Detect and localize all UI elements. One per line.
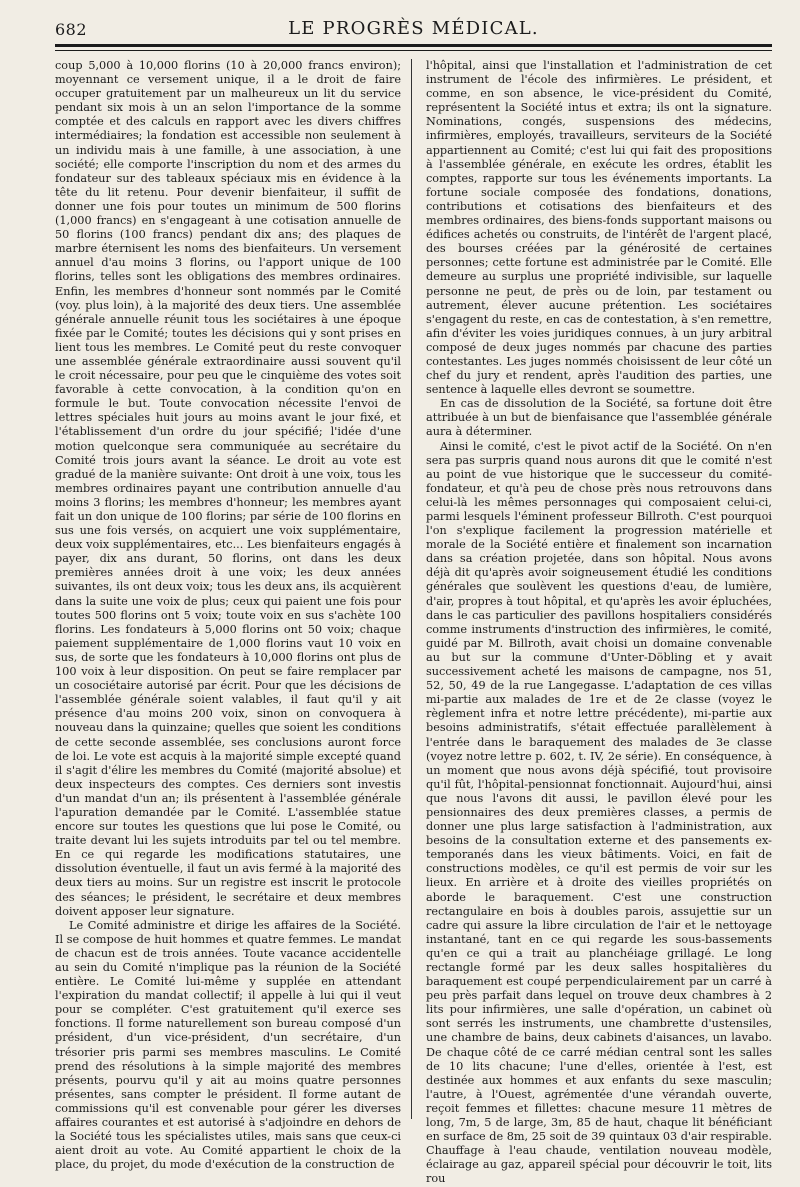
page-number: 682 bbox=[55, 20, 88, 39]
header-rule-thin bbox=[55, 50, 772, 51]
right-paragraph-3: Ainsi le comité, c'est le pivot actif de la Société. On n'en sera pas surpris quand nous aurons dit que le comité n'est au point de vue historique que le successeur du comité-fondateur, et qu'à peu de chose près nous retrouvons dans celui-là les mêmes personnages qui composaient celui-ci, parmi lesquels l'éminent professeur Billroth. C'est pourquoi l'on s'explique facilement la progression matérielle et morale de la Société entière et finalement son incarnation dans sa création projetée, dans son hôpital. Nous avons déjà dit qu'après avoir soigneusement étudié les conditions générales que soulèvent les questions d'eau, de lumière, d'air, propres à tout hôpital, et qu'après les avoir épluchées, dans le cas particulier des pavillons hospitaliers considérés comme instruments d'instruction des infirmières, le comité, guidé par M. Billroth, avait choisi un domaine convenable au but sur la commune d'Unter-Döbling et y avait successivement acheté les maisons de campagne, nos 51, 52, 50, 49 de la rue Langegasse. L'adaptation de ces villas mi-partie aux malades de 1re et de 2e classe (voyez le règlement infra et notre lettre précédente), mi-partie aux besoins administratifs, s'était effectuée parallèlement à l'entrée dans le baraquement des malades de 3e classe (voyez notre lettre p. 602, t. IV, 2e série). En conséquence, à un moment que nous avons déjà spécifié, tout provisoire qu'il fût, l'hôpital-pensionnat fonctionnait. Aujourd'hui, ainsi que nous l'avons dit aussi, le pavillon élevé pour les pensionnaires des deux premières classes, a permis de donner une plus large satisfaction à l'administration, aux besoins de la consultation externe et des pansements ex-temporanés dans les vieux bâtiments. Voici, en fait de constructions modèles, ce qu'il est permis de voir sur les lieux. En arrière et à droite des vieilles propriétés on aborde le baraquement. C'est une construction rectangulaire en bois à doubles parois, assujettie sur un cadre qui assure la libre circulation de l'air et le nettoyage instantané, tant en ce qui regarde les sous-bassements qu'en ce qui a trait au planchéiage grillagé. Le long rectangle formé par les deux salles hospitalières du baraquement est coupé perpendiculairement par un carré à peu près parfait dans lequel on trouve deux chambres à 2 lits pour infirmières, une salle d'opération, un cabinet où sont serrés les instruments, une chambrette d'ustensiles, une chambre de bains, deux cabinets d'aisances, un lavabo. De chaque côté de ce carré médian central sont les salles de 10 lits chacune; l'une d'elles, orientée à l'est, est destinée aux hommes et aux enfants du sexe masculin; l'autre, à l'Ouest, agrémentée d'une vérandah ouverte, reçoit femmes et fillettes: chacune mesure 11 mètres de long, 7m, 5 de large, 3m, 85 de haut, chaque lit bénéficiant en surface de 8m, 25 soit de 39 quintaux 03 d'air respirable. Chauffage à l'eau chaude, ventilation nouveau modèle, éclairage au gaz, appareil spécial pour découvrir le toit, lits rou bbox=[426, 439, 773, 1186]
page-header bbox=[55, 14, 772, 44]
header-rule-thick bbox=[55, 44, 772, 47]
text-columns bbox=[55, 59, 772, 1187]
left-column bbox=[55, 59, 401, 1187]
right-paragraph-1: l'hôpital, ainsi que l'installation et l'administration de cet instrument de l'école des infirmières. Le président, et comme, en son absence, le vice-président du Comité, représentent la Société intus et extra; ils ont la signature. Nominations, congés, suspensions des médecins, infirmières, employés, travailleurs, serviteurs de la Société appartiennent au Comité; c'est lui qui fait des propositions à l'assemblée générale, en exécute les ordres, établit les comptes, rapporte sur tous les événements importants. La fortune sociale composée des fondations, donations, contributions et cotisations des bienfaiteurs et des membres ordinaires, des biens-fonds supportant maisons ou édifices achetés ou construits, de l'intérêt de l'argent placé, des bourses créées par la générosité de certaines personnes; cette fortune est administrée par le Comité. Elle demeure au surplus une propriété indivisible, sur laquelle personne ne peut, de près ou de loin, par testament ou autrement, élever aucune prétention. Les sociétaires s'engagent du reste, en cas de contestation, à s'en remettre, afin d'éviter les voies juridiques connues, à un jury arbitral composé de deux juges nommés par chacune des parties contestantes. Les juges nommés choisissent de leur côté un chef du jury et rendent, après l'audition des parties, une sentence à laquelle elles devront se soumettre. bbox=[426, 59, 772, 397]
right-column bbox=[426, 59, 772, 1187]
column-divider bbox=[411, 59, 412, 1119]
right-paragraph-2: En cas de dissolution de la Société, sa fortune doit être attribuée à un but de bienfaisance que l'assemblée générale aura à déterminer. bbox=[426, 397, 772, 439]
left-paragraph-1: coup 5,000 à 10,000 florins (10 à 20,000 francs environ); moyennant ce versement unique, il a le droit de faire occuper gratuitement par un malheureux un lit du service pendant six mois à un an selon l'importance de la somme comptée et des calculs en rapport avec les divers chiffres intermédiaires; la fondation est accessible non seulement à un individu mais à une famille, à une association, à une société; elle comporte l'inscription du nom et des armes du fondateur sur des tableaux spéciaux mis en évidence à la tête du lit retenu. Pour devenir bienfaiteur, il suffit de donner une fois pour toutes un minimum de 500 florins (1,000 francs) en s'engageant à une cotisation annuelle de 50 florins (100 francs) pendant dix ans; des plaques de marbre éternisent les noms des bienfaiteurs. Un versement annuel d'au moins 3 florins, ou l'apport unique de 100 florins, telles sont les obligations des membres ordinaires. Enfin, les membres d'honneur sont nommés par le Comité (voy. plus loin), à la majorité des deux tiers. Une assemblée générale annuelle réunit tous les sociétaires à une époque fixée par le Comité; toutes les décisions qui y sont prises en lient tous les membres. Le Comité peut du reste convoquer une assemblée générale extraordinaire aussi souvent qu'il le croit nécessaire, pour peu que le cinquième des votes soit favorable à cette convocation, à la condition qu'on en formule le but. Toute convocation nécessite l'envoi de lettres spéciales huit jours au moins avant le jour fixé, et l'établissement d'un ordre du jour spécifié; l'idée d'une motion quelconque sera communiquée au secrétaire du Comité trois jours avant la séance. Le droit au vote est gradué de la manière suivante: Ont droit à une voix, tous les membres ordinaires payant une contribution annuelle d'au moins 3 florins; les membres d'honneur; les membres ayant fait un don unique de 100 florins; par série de 100 florins en sus une fois versés, on acquiert une voix supplémentaire, deux voix supplémentaires, etc... Les bienfaiteurs engagés à payer, dix ans durant, 50 florins, ont dans les deux premières années droit à une voix; les deux années suivantes, ils ont deux voix; tous les deux ans, ils acquièrent dans la suite une voix de plus; ceux qui paient une fois pour toutes 500 florins ont 5 voix; toute voix en sus s'achète 100 florins. Les fondateurs à 5,000 florins ont 50 voix; chaque paiement supplémentaire de 1,000 florins vaut 10 voix en sus, de sorte que les fondateurs à 10,000 florins ont plus de 100 voix à leur disposition. On peut se faire remplacer par un cosociétaire autorisé par écrit. Pour que les décisions de l'assemblée générale soient valables, il faut qu'il y ait présence d'au moins 200 voix, sinon on convoquera à nouveau dans la quinzaine; quelles que soient les conditions de cette seconde assemblée, ses conclusions auront force de loi. Le vote est acquis à la majorité simple excepté quand il s'agit d'élire les membres du Comité (majorité absolue) et deux inspecteurs des comptes. Ces derniers sont investis d'un mandat d'un an; ils présentent à l'assemblée générale l'apuration demandée par le Comité. L'assemblée statue encore sur toutes les questions que lui pose le Comité, ou traite devant lui les sujets introduits par tel ou tel membre. En ce qui regarde les modifications statutaires, une dissolution éventuelle, il faut un avis fermé à la majorité des deux tiers au moins. Sur un registre est inscrit le protocole des séances; le président, le secrétaire et deux membres doivent apposer leur signature. bbox=[55, 59, 402, 918]
journal-title: LE PROGRÈS MÉDICAL. bbox=[288, 18, 539, 39]
left-paragraph-2: Le Comité administre et dirige les affaires de la Société. Il se compose de huit hommes et quatre femmes. Le mandat de chacun est de trois années. Toute vacance accidentelle au sein du Comité n'implique pas la réunion de la Société entière. Le Comité lui-même y supplée en attendant l'expiration du mandat collectif; il appelle à lui qui il veut pour se compléter. C'est gratuitement qu'il exerce ses fonctions. Il forme naturellement son bureau composé d'un président, d'un vice-président, d'un secrétaire, d'un trésorier pris parmi ses membres masculins. Le Comité prend des résolutions à la simple majorité des membres présents, pourvu qu'il y ait au moins quatre personnes présentes, sans compter le président. Il forme autant de commissions qu'il est convenable pour gérer les diverses affaires courantes et est autorisé à s'adjoindre en dehors de la Société tous les spécialistes utiles, mais sans que ceux-ci aient droit au vote. Au Comité appartient le choix de la place, du projet, du mode d'exécution de la construction de bbox=[55, 918, 401, 1172]
